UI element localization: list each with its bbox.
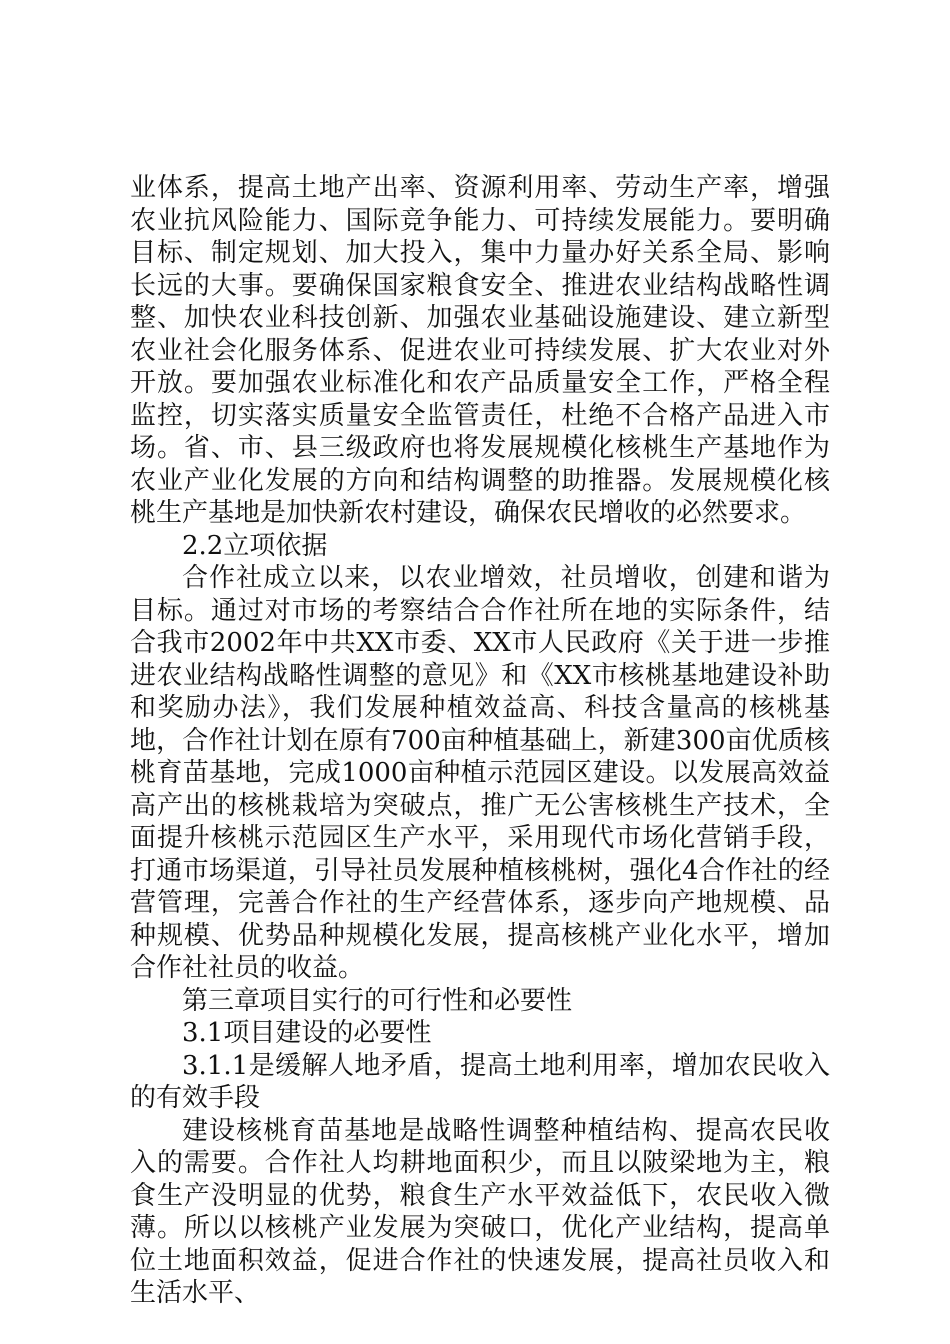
paragraph-continued: 业体系，提高土地产出率、资源利用率、劳动生产率，增强农业抗风险能力、国际竞争能力、可持续发展能力。要明确目标、制定规划、加大投入，集中力量办好关系全局、影响长远的大事。要确保国家粮食安全、推进农业结构战略性调整、加快农业科技创新、加强农业基础设施建设、建立新型农业社会化服务体系、促进农业可持续发展、扩大农业对外开放。要加强农业标准化和农产品质量安全工作，严格全程监控，切实落实质量安全监管责任，杜绝不合格产品进入市场。省、市、县三级政府也将发展规模化核桃生产基地作为农业产业化发展的方向和结构调整的助推器。发展规模化核桃生产基地是加快新农村建设，确保农民增收的必然要求。 [130,173,830,528]
paragraph-project-basis: 合作社成立以来，以农业增效，社员增收，创建和谐为目标。通过对市场的考察结合合作社所在地的实际条件，结合我市2002年中共XX市委、XX市人民政府《关于进一步推进农业结构战略性调整的意见》和《XX市核桃基地建设补助和奖励办法》，我们发展种植效益高、科技含量高的核桃基地，合作社计划在原有700亩种植基础上，新建300亩优质核桃育苗基地，完成1000亩种植示范园区建设。以发展高效益高产出的核桃栽培为突破点，推广无公害核桃生产技术，全面提升核桃示范园区生产水平，采用现代市场化营销手段，打通市场渠道，引导社员发展种植核桃树，强化4合作社的经营管理，完善合作社的生产经营体系，逐步向产地规模、品种规模、优势品种规模化发展，提高核桃产业化水平，增加合作社社员的收益。 [130,563,830,983]
paragraph-necessity: 建设核桃育苗基地是战略性调整种植结构、提高农民收入的需要。合作社人均耕地面积少，而且以陂梁地为主，粮食生产没明显的优势，粮食生产水平效益低下，农民收入微薄。所以以核桃产业发展为突破口，优化产业结构，提高单位土地面积效益，促进合作社的快速发展，提高社员收入和生活水平、 [130,1115,830,1308]
section-heading-2-2: 2.2立项依据 [182,530,328,561]
chapter-heading-3: 第三章项目实行的可行性和必要性 [182,985,573,1016]
subsection-heading-3-1-1: 3.1.1是缓解人地矛盾，提高土地利用率，增加农民收入的有效手段 [130,1050,830,1113]
document-page [130,172,830,1310]
section-heading-3-1: 3.1项目建设的必要性 [182,1018,432,1048]
